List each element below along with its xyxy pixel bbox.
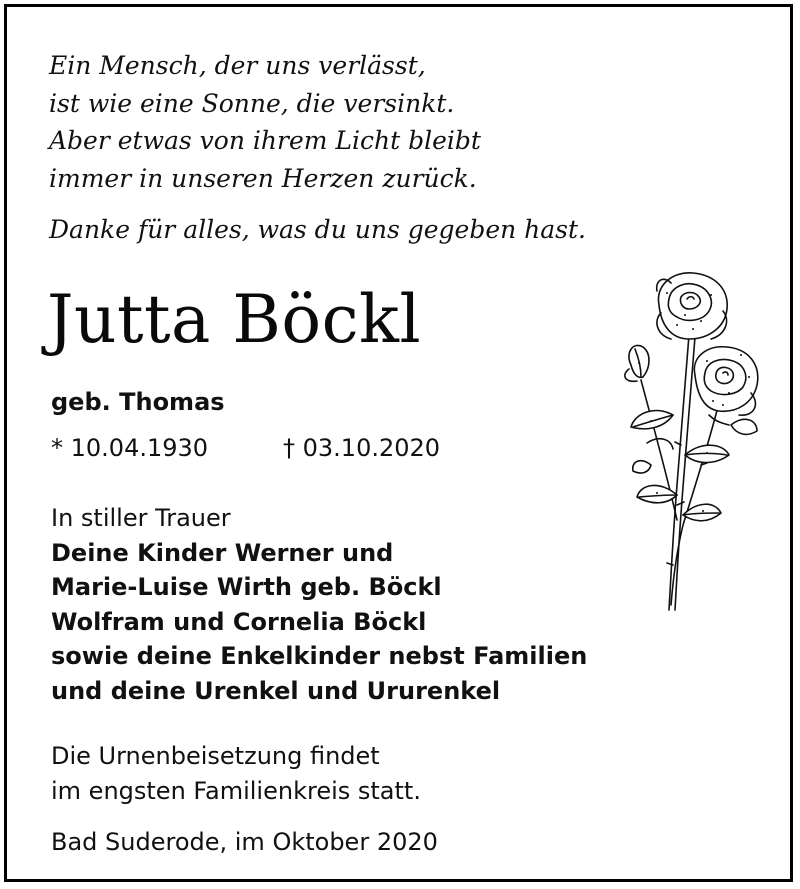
- place-and-date: Bad Suderode, im Oktober 2020: [51, 828, 438, 856]
- mourner-line: Wolfram und Cornelia Böckl: [51, 607, 427, 636]
- poem-line: immer in unseren Herzen zurück.: [49, 163, 477, 193]
- mourner-line: und deine Urenkel und Ururenkel: [51, 676, 501, 705]
- mourner-line: Deine Kinder Werner und: [51, 538, 394, 567]
- deceased-name: Jutta Böckl: [47, 281, 422, 358]
- poem-line: ist wie eine Sonne, die versinkt.: [49, 88, 455, 118]
- mourning-intro: In stiller Trauer: [51, 504, 231, 532]
- obituary-frame: [4, 4, 793, 882]
- mourners-block: [51, 501, 587, 708]
- thanks-line: Danke für alles, was du uns gegeben hast.: [49, 215, 586, 244]
- birth-date: * 10.04.1930: [51, 434, 209, 462]
- mourner-line: Marie-Luise Wirth geb. Böckl: [51, 573, 442, 601]
- roses-illustration-icon: [611, 265, 771, 625]
- mourner-line: sowie deine Enkelkinder nebst Familien: [51, 642, 588, 670]
- burial-line: Die Urnenbeisetzung findet: [51, 742, 380, 770]
- birth-name: geb. Thomas: [51, 388, 225, 416]
- death-date: † 03.10.2020: [283, 434, 441, 462]
- burial-line: im engsten Familienkreis statt.: [51, 776, 421, 805]
- life-dates: [51, 431, 441, 465]
- poem-line: Ein Mensch, der uns verlässt,: [49, 51, 426, 80]
- poem: [49, 47, 481, 197]
- burial-notice: [51, 739, 421, 808]
- poem-line: Aber etwas von ihrem Licht bleibt: [49, 126, 481, 155]
